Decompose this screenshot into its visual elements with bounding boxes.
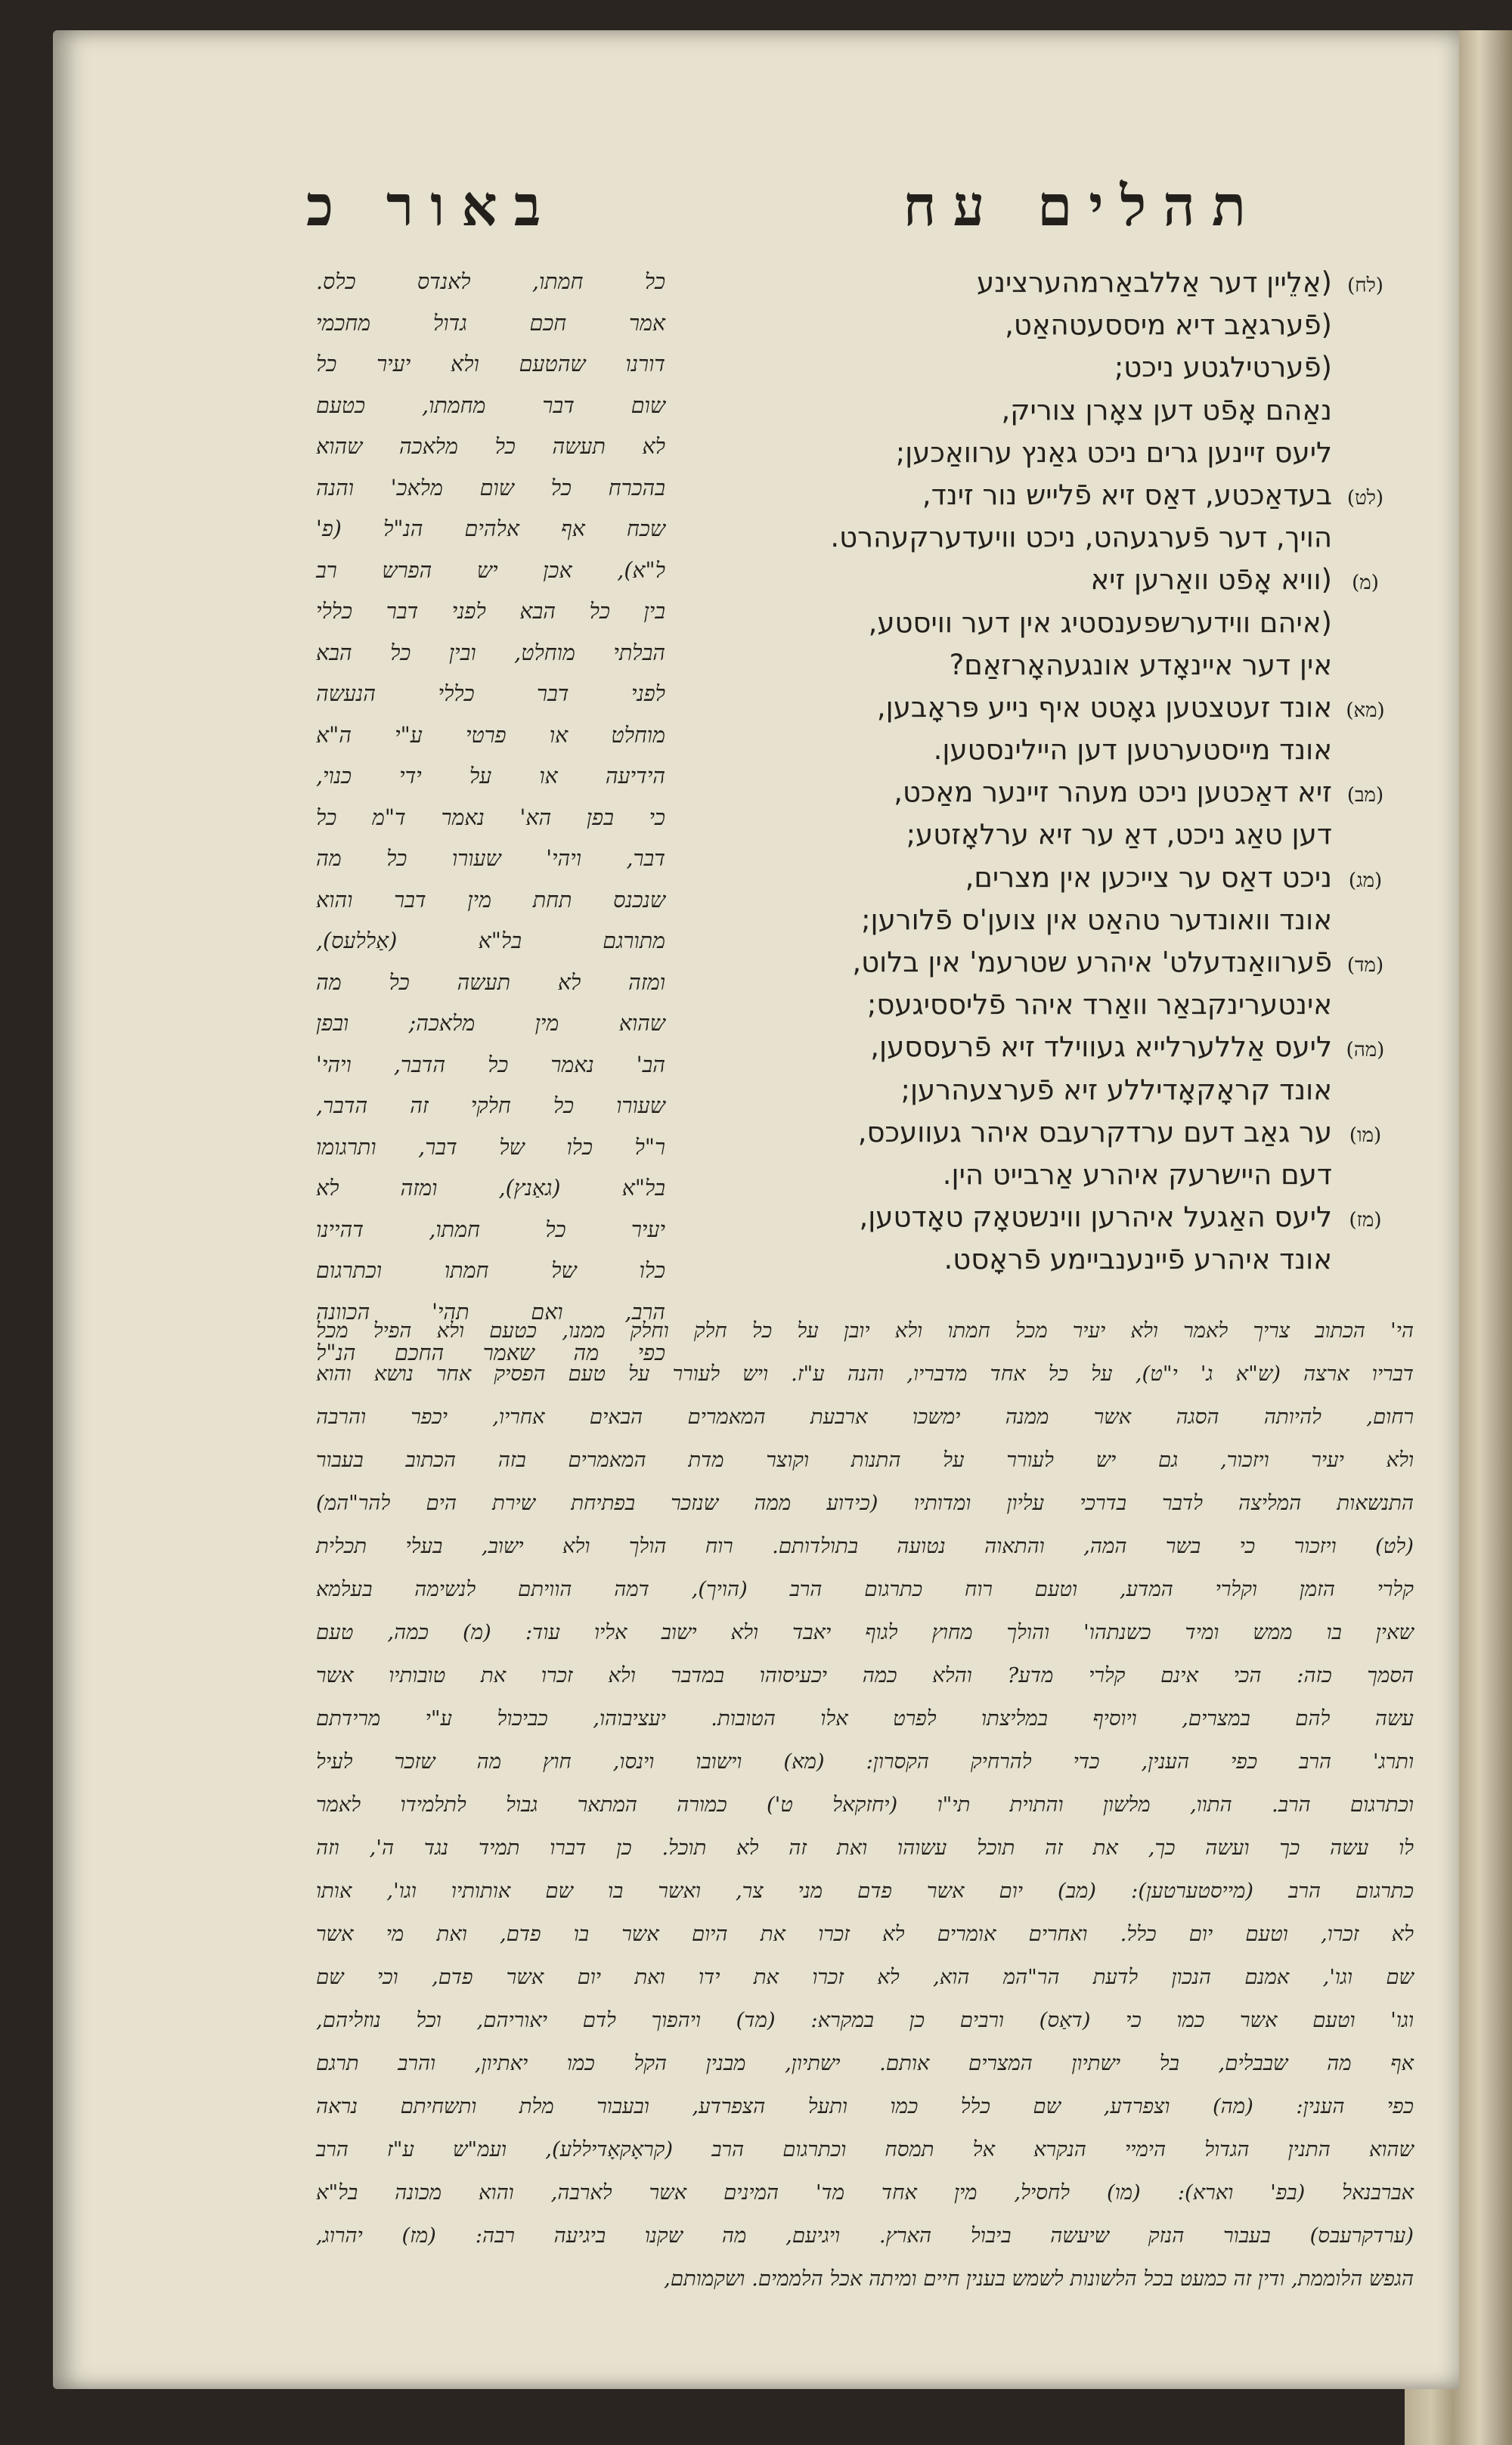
commentary-line: הסמך כזה: הכי אינם קלרי מדע? והלא כמה יכעיסוהו במדבר ולא זכרו את טובותיו אשר xyxy=(316,1663,1414,1687)
poem-line xyxy=(733,771,1399,813)
commentary-line: הי' הכתוב צריך לאמר ולא יעיר מכל חמתו ולא יובן על כל חלק וחלק ממנו, כטעם ולא הפיל מכל xyxy=(316,1319,1414,1343)
commentary-line: וגו' וטעם אשר כמו כי (דאַס) ורבים כן במקרא: (מד) ויהפוך לדם יאוריהם, וכל נוזליהם, xyxy=(316,2008,1414,2032)
side-note-line: הרב, ואם תהי' הכוונה xyxy=(316,1299,665,1325)
commentary-line: שאין בו ממש ומיד כשנתהו' והולך מחוץ לגוף יאבד ולא ישוב אליו עוד: (מ) כמה, טעם xyxy=(316,1620,1414,1644)
running-header-left: באור כ xyxy=(306,174,558,239)
poem-line xyxy=(733,432,1399,474)
side-note-line: ל"א), אכן יש הפרש רב xyxy=(316,557,665,583)
poem-line-text: ליעס אַללערלייא געווילד זיא פֿרעססען, xyxy=(870,1030,1332,1064)
side-note-line: לא תעשה כל מלאכה שהוא xyxy=(316,434,665,459)
side-note-line: כל חמתו, לאנדס כלס. xyxy=(316,269,665,294)
poem-line xyxy=(733,346,1399,389)
side-note-line: ר"ל כלו של דבר, ותרגומו xyxy=(316,1134,665,1160)
running-header-right: תהלים עח xyxy=(903,174,1263,239)
side-note-line: בהכרח כל שום מלאכ' והנה xyxy=(316,475,665,500)
commentary-line: כתרגום הרב (מייסטערטען): (מב) יום אשר פדם מני צר, ואשר בו שם אותותיו וגו', אותו xyxy=(316,1879,1414,1903)
poem-line xyxy=(733,474,1399,516)
side-note-line: כלו של חמתו וכתרגום xyxy=(316,1258,665,1283)
poem-line xyxy=(733,602,1399,644)
poem-line-text: (אַלֵיין דער אַללבאַרמהערצינע xyxy=(977,266,1332,299)
poem-line xyxy=(733,262,1399,304)
verse-number: (מז) xyxy=(1349,1209,1382,1232)
side-note-line: בין כל הבא לפני דבר כללי xyxy=(316,599,665,624)
poem-line xyxy=(733,686,1399,729)
poem-line-text: (פֿערטילגטע ניכט; xyxy=(1114,351,1332,384)
poem-line-text: ליעס זיינען גרים ניכט גאַנץ ערוואַכען; xyxy=(895,435,1332,469)
side-note-line: יעיר כל חמתו, דהיינו xyxy=(316,1216,665,1242)
commentary-line: אברבנאל (בפ' וארא): (מו) לחסיל, מין אחד מד' המינים אשר לארבה, והוא מכונה בל"א xyxy=(316,2180,1414,2205)
verse-number: (מ) xyxy=(1352,572,1379,595)
poem-line xyxy=(733,984,1399,1026)
side-note-line: דורנו שהטעם ולא יעיר כל xyxy=(316,352,665,377)
poem-line-text: ליעס האַגעל איהרען ווינשטאָק טאָדטען, xyxy=(859,1201,1332,1234)
verse-number: (מא) xyxy=(1346,699,1385,722)
commentary-line: קלרי הזמן וקלרי המדע, וטעם רוח כתרגום הרב (הויך), דמה הוויתם לנשימה בעלמא xyxy=(316,1577,1414,1601)
side-commentary xyxy=(316,262,665,1374)
poem-line-text: (וויא אָפֿט וואַרען זיא xyxy=(1090,563,1332,597)
commentary-line: (לט) ויזכור כי בשר המה, והתאוה נטועה בתולדותם. רוח הולך ולא ישוב, בעלי תכלית xyxy=(316,1534,1414,1558)
commentary-line: התנשאות המליצה לדבר בדרכי עליון ומדותיו (כידוע ממה שנזכר בפתיחת שירת הים להר"המ) xyxy=(316,1491,1414,1515)
poem-line-text: אונד איהרע פֿיינענביימע פֿראָסט. xyxy=(943,1243,1332,1276)
verse-number: (לט) xyxy=(1346,486,1384,510)
side-note-line: מוחלט או פרטי ע"י ה"א xyxy=(316,722,665,748)
commentary-line: ולא יעיר ויזכור, גם יש לעורר על התנות וקוצר מדת המאמרים בזה הכתוב בעבור xyxy=(316,1448,1414,1472)
side-note-line: שנכנס תחת מין דבר והוא xyxy=(316,887,665,913)
side-note-line: כי בפן הא' נאמר ד"מ כל xyxy=(316,804,665,830)
commentary-line: אף מה שבבלים, בל ישתיון המצרים אותם. ישתיון, מבנין הקל כמו יאתיון, והרב תרגם xyxy=(316,2051,1414,2075)
poem-line-text: אין דער איינאָדע אונגעהאָרזאַם? xyxy=(949,648,1332,681)
poem-line xyxy=(733,1111,1399,1154)
poem-line xyxy=(733,389,1399,432)
poem-line-text: אונד מייסטערטען דען היילינסטען. xyxy=(933,733,1332,767)
poem-line-text: בעדאַכטע, דאַס זיא פֿלייש נור זינד, xyxy=(922,478,1332,511)
poem-line xyxy=(733,304,1399,346)
commentary-line: דבריו ארצה (ש"א ג' י"ט), על כל אחד מדבריו, והנה ע"ז. ויש לעורר על טעם הפסיק אחר נושא והוא xyxy=(316,1362,1414,1386)
side-note-line: שעורו כל חלקי זה הדבר, xyxy=(316,1093,665,1118)
poem-line-text: זיא דאַכטען ניכט מעהר זיינער מאַכט, xyxy=(894,776,1332,809)
poem-line-text: אונד זעטצטען גאָטט איף נייע פּראָבען, xyxy=(876,690,1332,724)
commentary-line: כפי הענין: (מה) וצפרדע, שם כלל כמו ותעל הצפרדע, ובעבור מלת ותשחיתם נראה xyxy=(316,2094,1414,2118)
side-note-line: אמר חכם גדול מחכמי xyxy=(316,310,665,336)
poem-line xyxy=(733,1026,1399,1068)
poem-line-text: נאַהם אָפֿט דען צאָרן צוריק, xyxy=(1001,393,1332,426)
side-note-line: לפני דבר כללי הנעשה xyxy=(316,681,665,706)
poem-line-text: דעם היישרעק איהרע אַרבייט הין. xyxy=(942,1157,1332,1191)
poem-line xyxy=(733,1196,1399,1238)
commentary-line: שהוא התנין הגדול הימיי הנקרא אל תמסח וכתרגום הרב (קראָקאָדיללע), ועמ"ש ע"ז הרב xyxy=(316,2137,1414,2161)
poem-line xyxy=(733,516,1399,559)
commentary-line: עשה להם במצרים, ויוסיף במליצתו לפרט אלו הטובות. יעציבוהו, כביכול ע"י מרידתם xyxy=(316,1706,1414,1731)
side-note-line: שהוא מין מלאכה; ובפן xyxy=(316,1011,665,1036)
poem-line-text: אינטערינקבאַר וואַרד איהר פֿליססיגעס; xyxy=(866,988,1332,1021)
poem-line xyxy=(733,644,1399,686)
commentary-line: וכתרגום הרב. התוו, מלשון והתוית תי"ו (יחזקאל ט') כמורה המתאר גבול לתלמידו לאמר xyxy=(316,1793,1414,1817)
side-note-line: שכח אף אלהים הנ"ל (פ' xyxy=(316,516,665,541)
poem-line-text: אונד קראָקאָדיללע זיא פֿערצעהרען; xyxy=(900,1073,1332,1106)
commentary-line: רחום, להיותה הסגה אשר ממנה ימשכו ארבעת המאמרים הבאים אחריו, יכפר והרבה xyxy=(316,1405,1414,1429)
poem-line xyxy=(733,559,1399,601)
poem-translation xyxy=(733,262,1399,1281)
poem-line-text: ניכט דאַס ער צייכען אין מצרים, xyxy=(965,860,1332,894)
side-note-line: ומזה לא תעשה כל מה xyxy=(316,969,665,995)
poem-line xyxy=(733,941,1399,984)
side-note-line: הב' נאמר כל הדבר, ויהי' xyxy=(316,1052,665,1077)
side-note-line: הבלתי מוחלט, ובין כל הבא xyxy=(316,640,665,665)
bottom-commentary xyxy=(316,1309,1414,2301)
poem-line xyxy=(733,857,1399,899)
poem-line-text: פֿערוואַנדעלט' איהרע שטרעמ' אין בלוט, xyxy=(852,946,1332,978)
poem-line xyxy=(733,899,1399,941)
poem-line-text: ער גאַב דעם ערדקרעבס איהר געוועכס, xyxy=(857,1115,1332,1148)
verse-number: (מג) xyxy=(1348,869,1383,892)
commentary-line: לו עשה כך ועשה כך, את זה תוכל עשוהו ואת זה לא תוכל. כן דברו תמיד נגד ה', וזה xyxy=(316,1836,1414,1860)
verse-number: (מו) xyxy=(1349,1123,1382,1147)
verse-number: (מד) xyxy=(1346,954,1384,977)
side-note-line: שום דבר מחמתו, כטעם xyxy=(316,392,665,418)
verse-number: (מה) xyxy=(1346,1039,1385,1062)
commentary-line: הגפש הלוממת, ודין זה כמעט בכל הלשונות לשמש בענין חיים ומיתה אכל הלממים. ושקמותם, xyxy=(664,2267,1414,2291)
verse-number: (לח) xyxy=(1347,274,1383,297)
commentary-line: ותרג' הרב כפי הענין, כדי להרחיק הקסרון: (מא) וישובו וינסו, חוץ מה שזכר לעיל xyxy=(316,1749,1414,1774)
poem-line-text: (איהם ווידערשפענסטיג אין דער וויסטע, xyxy=(868,606,1332,639)
poem-line-text: דען טאַג ניכט, דאַ ער זיא ערלאָזטע; xyxy=(906,818,1332,851)
commentary-line: לא זכרו, וטעם יום כלל. ואחרים אומרים לא זכרו את היום אשר בו פדם, ואת מי אשר xyxy=(316,1922,1414,1946)
side-note-line: מתורגם בל"א (אַללעס), xyxy=(316,928,665,953)
poem-line-text: אונד וואונדער טהאַט אין צוען'ס פֿלורען; xyxy=(861,903,1332,936)
side-note-line: דבר, ויהי' שעורו כל מה xyxy=(316,846,665,871)
poem-line xyxy=(733,1238,1399,1281)
poem-line xyxy=(733,1069,1399,1111)
poem-line-text: (פֿערגאַב דיא מיססעטהאַט, xyxy=(1005,308,1332,342)
side-note-line: בל"א (גאַנץ), ומזה לא xyxy=(316,1176,665,1201)
poem-line xyxy=(733,813,1399,856)
poem-line xyxy=(733,1154,1399,1196)
poem-line xyxy=(733,729,1399,771)
side-note-line: כפי מה שאמר החכם הנ"ל xyxy=(316,1340,665,1365)
commentary-line: (ערדקרעבס) בעבור הנזק שיעשה ביבול הארץ. ויגיעם, מה שקנו ביגיעה רבה: (מז) יהרוג, xyxy=(316,2223,1414,2248)
commentary-line: שם וגו', אמנם הנכון לדעת הר"המ הוא, לא זכרו את ידו ואת יום אשר פדם, וכי שם xyxy=(316,1965,1414,1989)
verse-number: (מב) xyxy=(1346,784,1384,807)
side-note-line: הידיעה או על ידי כנוי, xyxy=(316,764,665,789)
poem-line-text: הויך, דער פֿערגעהט, ניכט וויעדערקעהרט. xyxy=(830,521,1332,554)
